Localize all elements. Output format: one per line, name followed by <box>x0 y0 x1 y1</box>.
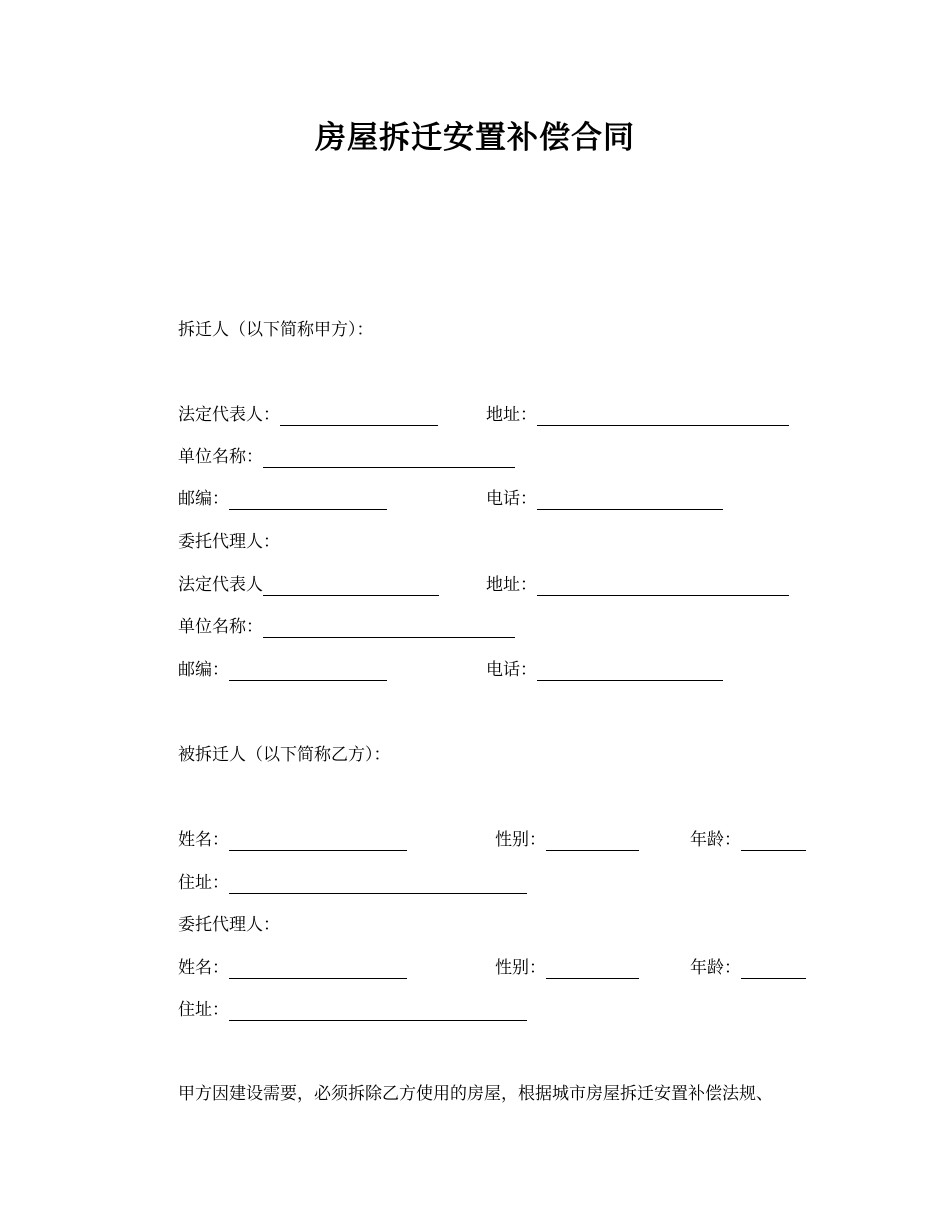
party-b-agent-name-label: 姓名： <box>178 958 229 978</box>
party-b-agent-name-field <box>178 957 407 979</box>
party-a-address-blank[interactable] <box>537 407 789 426</box>
party-a-agent-heading: 委托代理人： <box>178 532 280 552</box>
party-a-agent-address-blank[interactable] <box>537 577 789 596</box>
party-a-heading: 拆迁人（以下简称甲方）： <box>178 320 374 340</box>
party-b-agent-gender-label: 性别： <box>495 958 546 978</box>
party-a-phone-label: 电话： <box>486 489 537 509</box>
party-b-name-blank[interactable] <box>229 832 407 851</box>
party-b-agent-heading: 委托代理人： <box>178 915 280 935</box>
party-b-agent-name-blank[interactable] <box>229 960 407 979</box>
party-b-gender-field <box>495 829 639 851</box>
party-a-phone-field <box>486 488 723 510</box>
party-a-postcode-label: 邮编： <box>178 489 229 509</box>
party-a-agent-legal-rep-label: 法定代表人 <box>178 575 263 595</box>
party-b-address-blank[interactable] <box>229 875 527 894</box>
party-a-unit-name-field <box>178 446 515 468</box>
party-a-agent-phone-label: 电话： <box>486 660 537 680</box>
party-a-agent-legal-rep-field <box>178 574 439 596</box>
party-b-heading: 被拆迁人（以下简称乙方）： <box>178 745 391 765</box>
party-a-address-field <box>486 404 789 426</box>
party-b-gender-blank[interactable] <box>546 832 639 851</box>
party-a-unit-name-blank[interactable] <box>263 449 515 468</box>
party-a-agent-unit-name-blank[interactable] <box>263 619 515 638</box>
party-b-agent-gender-field <box>495 957 639 979</box>
party-a-legal-rep-field <box>178 404 438 426</box>
party-a-agent-legal-rep-blank[interactable] <box>263 577 439 596</box>
party-a-address-label: 地址： <box>486 405 537 425</box>
party-b-agent-age-field <box>690 957 806 979</box>
party-b-agent-gender-blank[interactable] <box>546 960 639 979</box>
party-a-unit-name-label: 单位名称： <box>178 447 263 467</box>
party-a-agent-postcode-field <box>178 659 387 681</box>
party-a-agent-unit-name-field <box>178 616 515 638</box>
party-b-agent-address-field <box>178 999 527 1021</box>
party-a-agent-address-label: 地址： <box>486 575 537 595</box>
party-b-address-field <box>178 872 527 894</box>
party-a-legal-rep-blank[interactable] <box>280 407 438 426</box>
party-b-age-field <box>690 829 806 851</box>
party-a-agent-phone-blank[interactable] <box>537 662 723 681</box>
document-title: 房屋拆迁安置补偿合同 <box>315 120 635 156</box>
party-a-agent-postcode-label: 邮编： <box>178 660 229 680</box>
party-a-agent-unit-name-label: 单位名称： <box>178 617 263 637</box>
party-a-legal-rep-label: 法定代表人： <box>178 405 280 425</box>
party-b-age-blank[interactable] <box>741 832 806 851</box>
party-b-address-label: 住址： <box>178 873 229 893</box>
party-b-gender-label: 性别： <box>495 830 546 850</box>
party-a-phone-blank[interactable] <box>537 491 723 510</box>
party-b-name-label: 姓名： <box>178 830 229 850</box>
party-a-postcode-blank[interactable] <box>229 491 387 510</box>
party-b-agent-address-label: 住址： <box>178 1000 229 1020</box>
party-a-postcode-field <box>178 488 387 510</box>
party-a-agent-postcode-blank[interactable] <box>229 662 387 681</box>
party-b-agent-address-blank[interactable] <box>229 1002 527 1021</box>
party-b-agent-age-label: 年龄： <box>690 958 741 978</box>
party-a-agent-phone-field <box>486 659 723 681</box>
party-b-name-field <box>178 829 407 851</box>
party-a-agent-address-field <box>486 574 789 596</box>
party-b-age-label: 年龄： <box>690 830 741 850</box>
contract-body-paragraph: 甲方因建设需要，必须拆除乙方使用的房屋，根据城市房屋拆迁安置补偿法规、 <box>178 1084 773 1104</box>
party-b-agent-age-blank[interactable] <box>741 960 806 979</box>
